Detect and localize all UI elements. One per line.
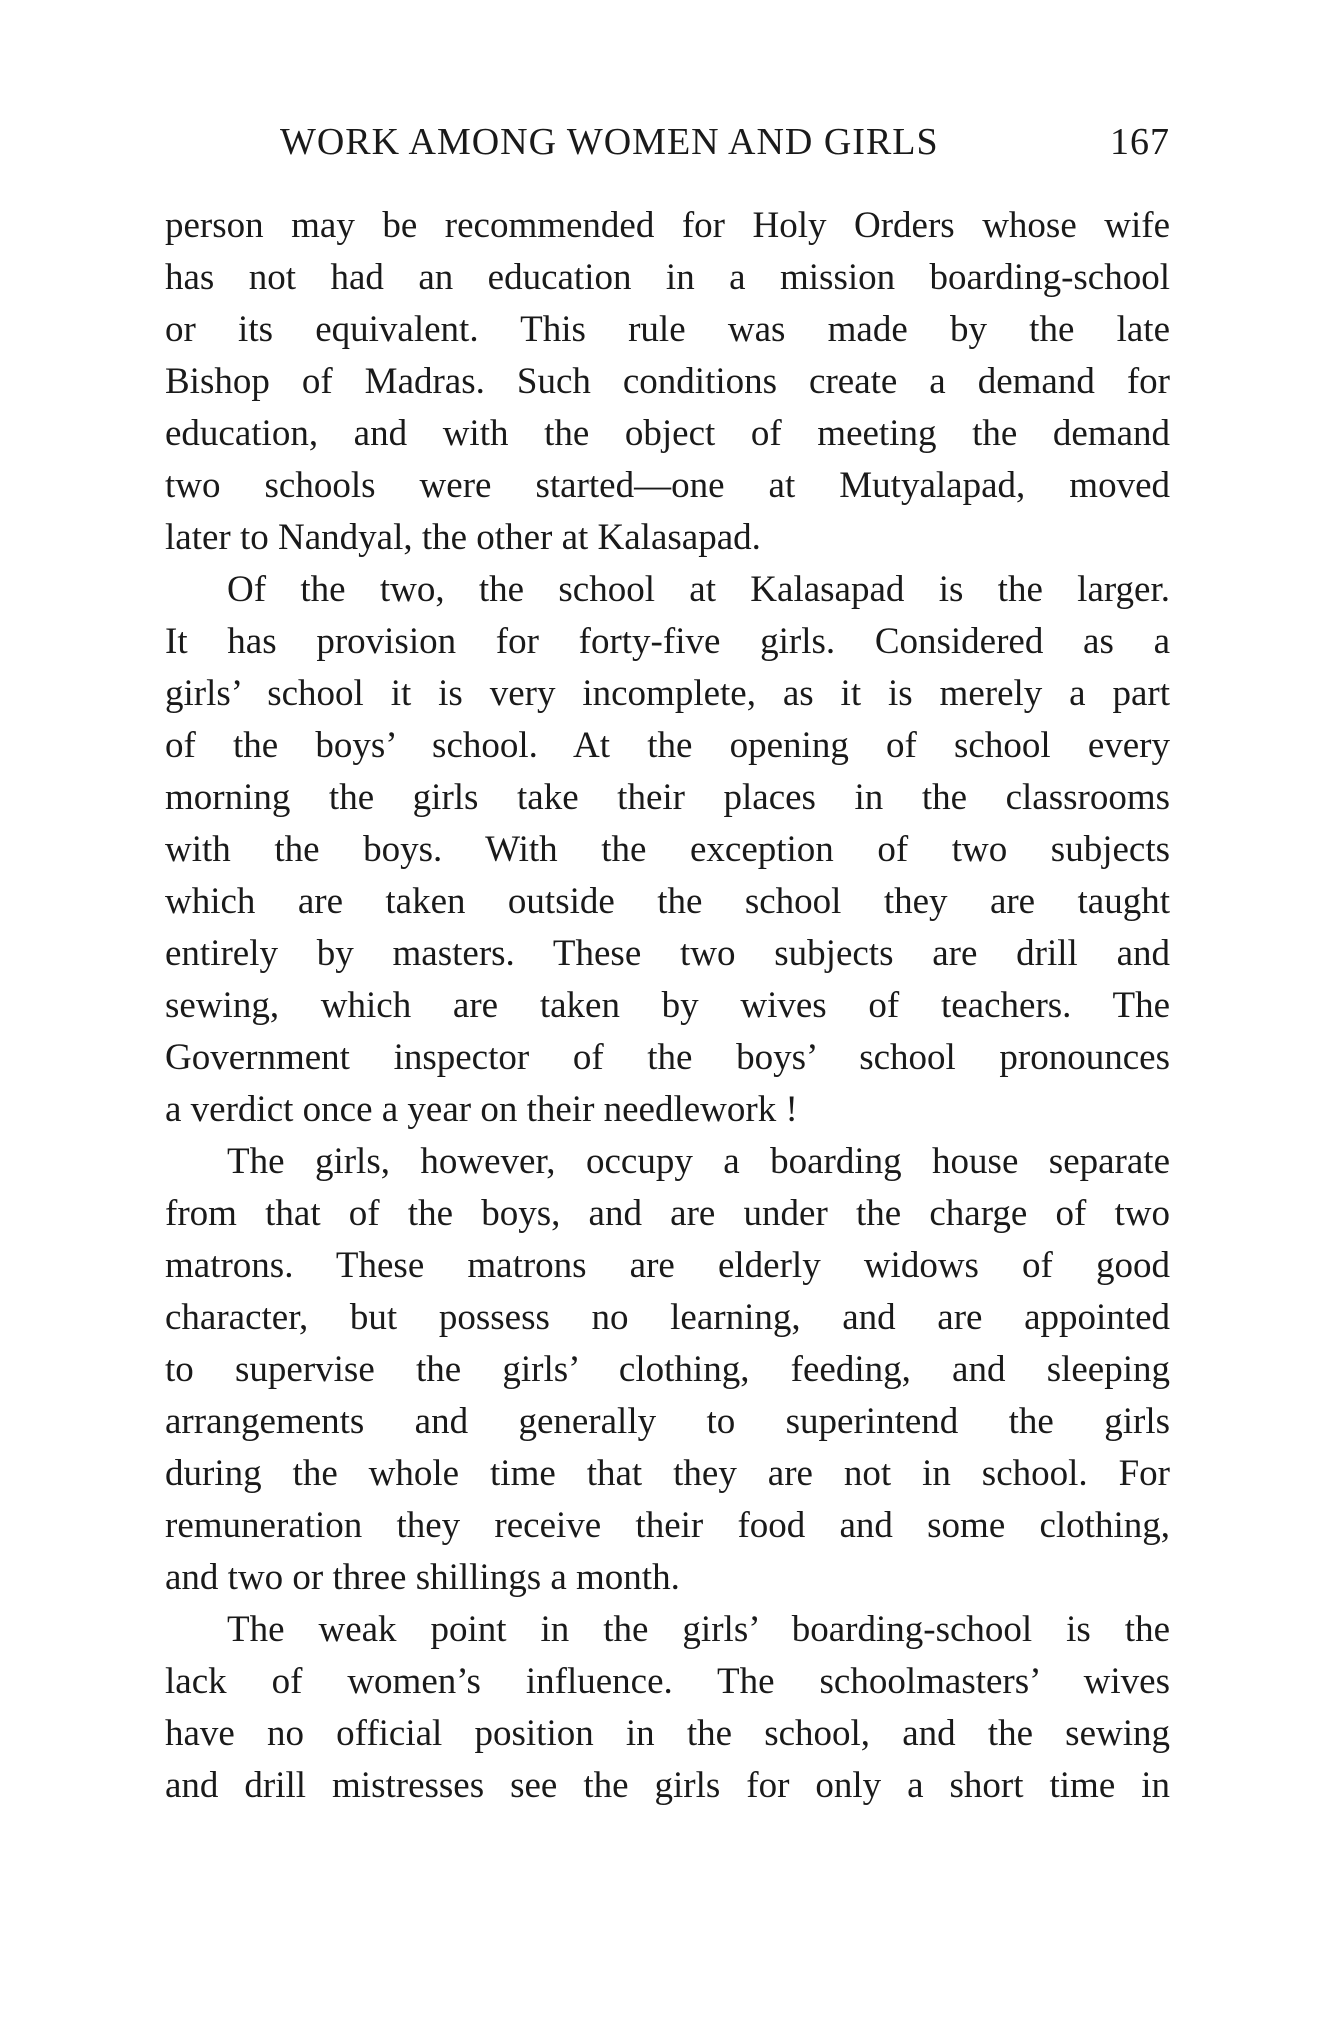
text-line: and drill mistresses see the girls for only a short time in — [165, 1765, 1170, 1806]
text-line: girls’ school it is very incomplete, as it is merely a part — [165, 673, 1170, 714]
text-line: from that of the boys, and are under the charge of two — [165, 1193, 1170, 1234]
text-line: entirely by masters. These two subjects are drill and — [165, 933, 1170, 974]
text-line: with the boys. With the exception of two subjects — [165, 829, 1170, 870]
text-line: later to Nandyal, the other at Kalasapad. — [165, 517, 761, 558]
text-line: character, but possess no learning, and are appointed — [165, 1297, 1170, 1338]
text-line: during the whole time that they are not in school. For — [165, 1453, 1170, 1494]
text-line: morning the girls take their places in the classrooms — [165, 777, 1170, 818]
text-line: a verdict once a year on their needlework ! — [165, 1089, 798, 1130]
text-line: which are taken outside the school they are taught — [165, 881, 1170, 922]
text-line: and two or three shillings a month. — [165, 1557, 680, 1598]
text-line: lack of women’s influence. The schoolmasters’ wives — [165, 1661, 1170, 1702]
body-text — [165, 200, 1170, 1812]
text-line: person may be recommended for Holy Orders whose wife — [165, 205, 1170, 246]
text-line: matrons. These matrons are elderly widows of good — [165, 1245, 1170, 1286]
text-line: The girls, however, occupy a boarding house separate — [227, 1141, 1170, 1182]
text-line: sewing, which are taken by wives of teachers. The — [165, 985, 1170, 1026]
text-line: remuneration they receive their food and some clothing, — [165, 1505, 1170, 1546]
text-line: or its equivalent. This rule was made by the late — [165, 309, 1170, 350]
text-line: Of the two, the school at Kalasapad is the larger. — [227, 569, 1170, 610]
text-line: of the boys’ school. At the opening of school every — [165, 725, 1170, 766]
page-number: 167 — [1110, 121, 1170, 163]
running-head — [280, 112, 1170, 172]
text-line: arrangements and generally to superintend the girls — [165, 1401, 1170, 1442]
text-line: education, and with the object of meeting the demand — [165, 413, 1170, 454]
text-line: have no official position in the school, and the sewing — [165, 1713, 1170, 1754]
running-title: WORK AMONG WOMEN AND GIRLS — [280, 121, 939, 163]
text-line: Bishop of Madras. Such conditions create a demand for — [165, 361, 1170, 402]
text-line: Government inspector of the boys’ school pronounces — [165, 1037, 1170, 1078]
text-line: The weak point in the girls’ boarding-school is the — [227, 1609, 1170, 1650]
text-line: It has provision for forty-five girls. Considered as a — [165, 621, 1170, 662]
text-line: two schools were started—one at Mutyalapad, moved — [165, 465, 1170, 506]
text-line: has not had an education in a mission boarding-school — [165, 257, 1170, 298]
text-line: to supervise the girls’ clothing, feeding, and sleeping — [165, 1349, 1170, 1390]
